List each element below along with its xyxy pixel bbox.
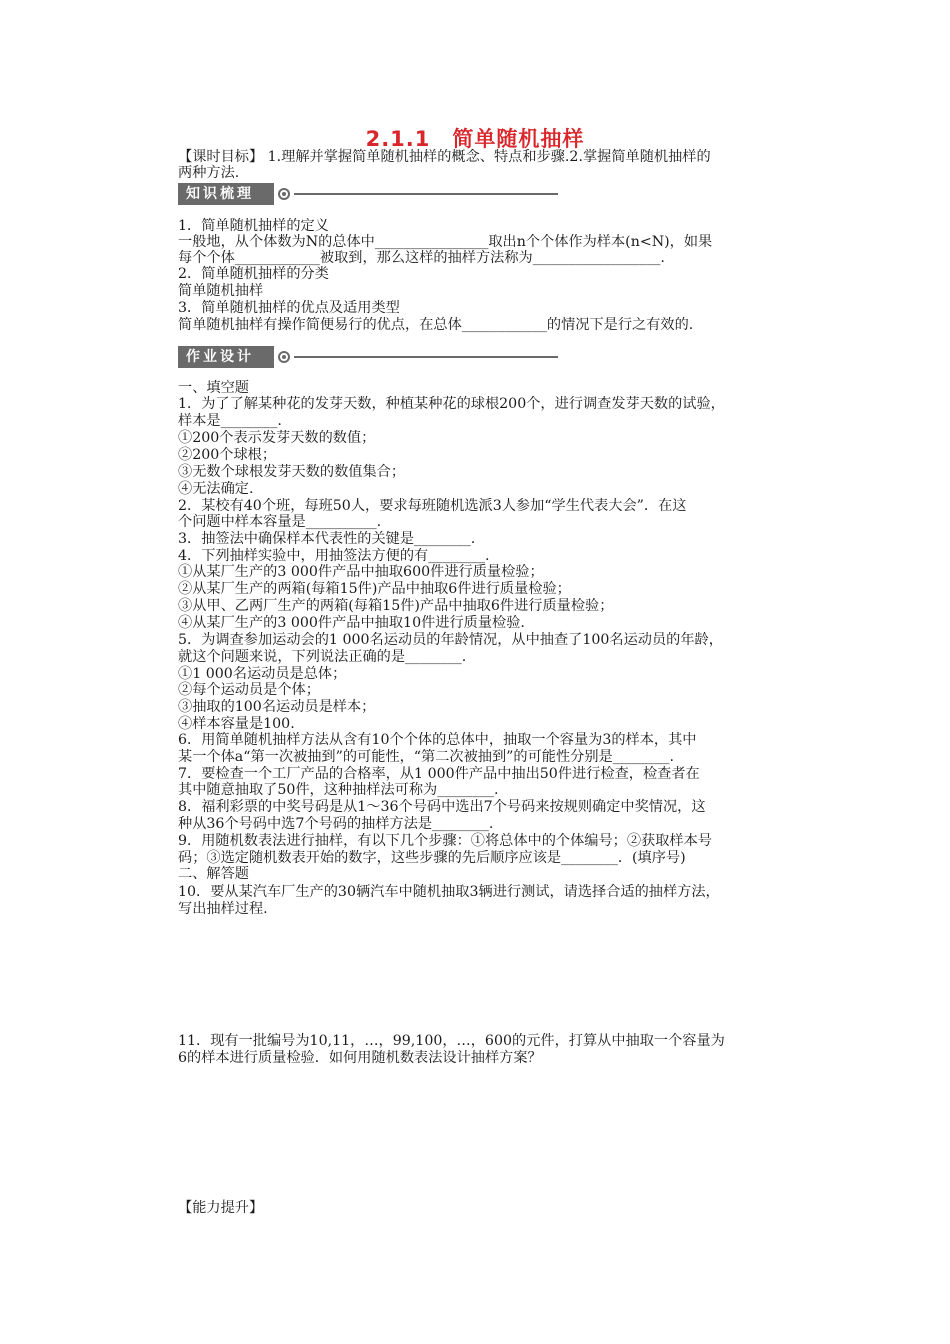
homework-line: ①从某厂生产的3 000件产品中抽取600件进行质量检验； [178,564,544,580]
knowledge-line: 简单随机抽样有操作简便易行的优点，在总体____________的情况下是行之有效的. [178,317,694,333]
homework-line: 10．要从某汽车厂生产的30辆汽车中随机抽取3辆进行测试，请选择合适的抽样方法， [178,884,720,900]
homework-line: 个问题中样本容量是__________. [178,514,382,530]
homework-line: 就这个问题来说，下列说法正确的是________. [178,649,467,665]
homework-line: 9．用随机数表法进行抽样，有以下几个步骤：①将总体中的个体编号；②获取样本号 [178,833,712,849]
homework-line: 其中随意抽取了50件，这种抽样法可称为________. [178,782,499,798]
banner-label: 知识梳理 [178,183,274,205]
question-11-line: 6的样本进行质量检验．如何用随机数表法设计抽样方案？ [178,1050,542,1066]
homework-line: ②200个球根； [178,447,277,463]
knowledge-line: 一般地，从个体数为N的总体中________________取出n个个体作为样本(n<N)，如果 [178,234,713,250]
banner-bullet-icon [278,188,290,200]
question-11-line: 11．现有一批编号为10,11，…，99,100，…，600的元件，打算从中抽取一个容量为 [178,1033,725,1049]
knowledge-line: 2．简单随机抽样的分类 [178,266,329,282]
knowledge-line: 3．简单随机抽样的优点及适用类型 [178,300,400,316]
homework-line: ③抽取的100名运动员是样本； [178,699,376,715]
lesson-title: 2.1.1 简单随机抽样 [365,127,585,151]
lesson-goals-line: 两种方法. [178,165,240,181]
homework-line: ②每个运动员是个体； [178,682,320,698]
homework-line: 某一个体a“第一次被抽到”的可能性，“第二次被抽到”的可能性分别是________. [178,749,674,765]
lesson-goals-line: 【课时目标】 1.理解并掌握简单随机抽样的概念、特点和步骤.2.掌握简单随机抽样的 [178,149,711,165]
knowledge-line: 简单随机抽样 [178,283,264,299]
homework-line: 一、填空题 [178,380,249,396]
homework-line: 2．某校有40个班，每班50人，要求每班随机选派3人参加“学生代表大会”．在这 [178,498,687,514]
homework-line: 码；③选定随机数表开始的数字，这些步骤的先后顺序应该是________．(填序号) [178,850,686,866]
banner-rule [294,193,558,195]
homework-line: 样本是________. [178,413,282,429]
homework-line: 3．抽签法中确保样本代表性的关键是________. [178,531,476,547]
knowledge-line: 1．简单随机抽样的定义 [178,218,329,234]
banner-label: 作业设计 [178,346,274,368]
homework-line: 二、解答题 [178,866,249,882]
banner-bullet-icon [278,351,290,363]
homework-line: 8．福利彩票的中奖号码是从1～36个号码中选出7个号码来按规则确定中奖情况，这 [178,799,706,815]
homework-line: 5．为调查参加运动会的1 000名运动员的年龄情况，从中抽查了100名运动员的年龄， [178,632,723,648]
knowledge-line: 每个个体____________被取到，那么这样的抽样方法称为__________________. [178,250,665,266]
homework-line: 种从36个号码中选7个号码的抽样方法是________. [178,816,494,832]
homework-line: ③无数个球根发芽天数的数值集合； [178,464,406,480]
homework-line: 4．下列抽样实验中，用抽签法方便的有________. [178,548,490,564]
homework-line: ①200个表示发芽天数的数值； [178,430,376,446]
homework-line: ④从某厂生产的3 000件产品中抽取10件进行质量检验. [178,615,525,631]
banner-rule [294,356,558,358]
homework-line: 6．用简单随机抽样方法从含有10个个体的总体中，抽取一个容量为3的样本，其中 [178,732,697,748]
homework-line: 写出抽样过程. [178,901,268,917]
homework-line: ④无法确定. [178,481,254,497]
homework-line: 1．为了了解某种花的发芽天数，种植某种花的球根200个，进行调查发芽天数的试验， [178,396,725,412]
homework-line: ④样本容量是100. [178,716,295,732]
homework-line: ③从甲、乙两厂生产的两箱(每箱15件)产品中抽取6件进行质量检验； [178,598,614,614]
homework-line: ②从某厂生产的两箱(每箱15件)产品中抽取6件进行质量检验； [178,581,571,597]
ability-heading: 【能力提升】 [178,1200,264,1216]
homework-line: 7．要检查一个工厂产品的合格率，从1 000件产品中抽出50件进行检查，检查者在 [178,766,700,782]
homework-line: ①1 000名运动员是总体； [178,666,347,682]
